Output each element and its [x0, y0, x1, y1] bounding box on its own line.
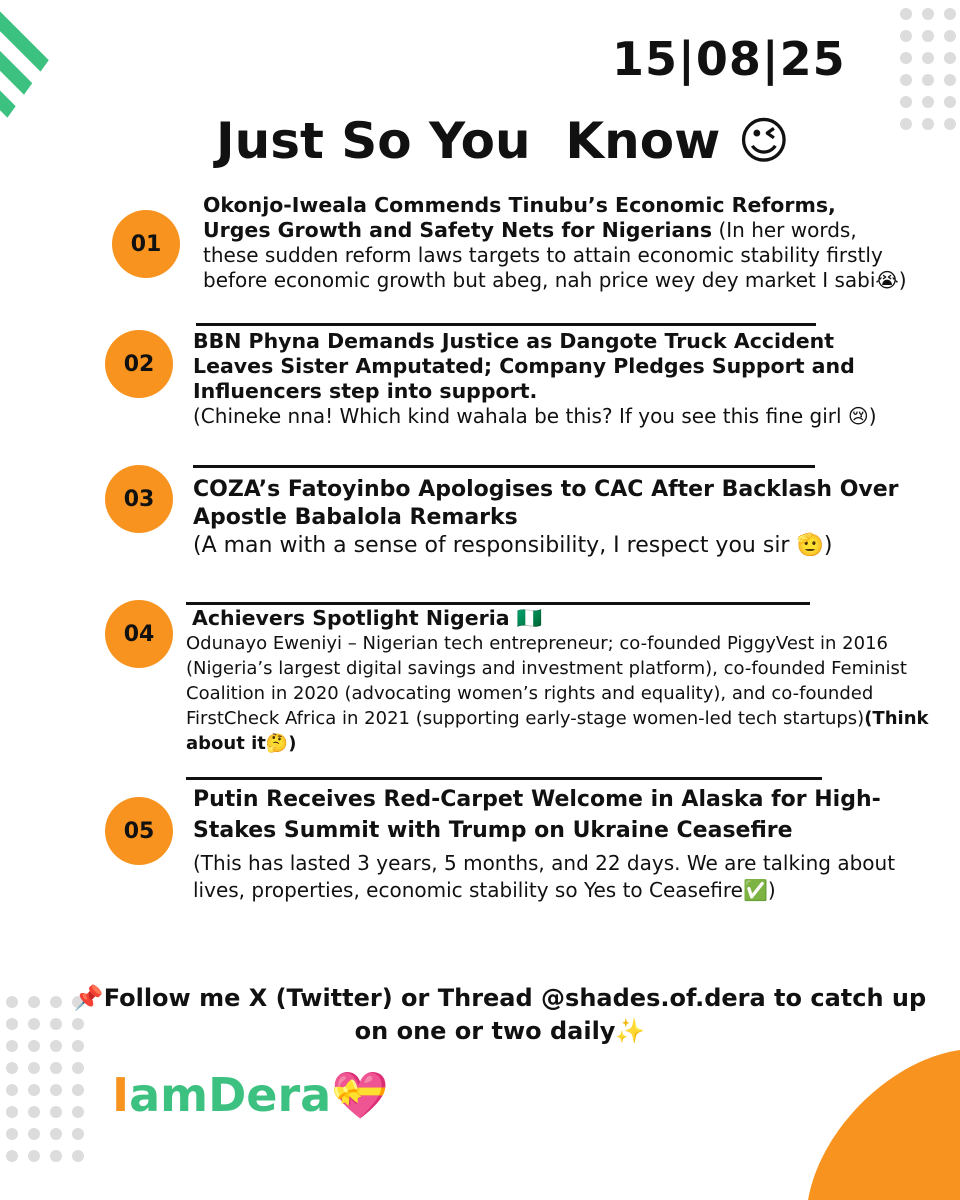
- decorative-dot: [72, 1150, 84, 1162]
- divider-line: [193, 465, 815, 468]
- decorative-dot: [28, 1062, 40, 1074]
- decorative-dot: [28, 1040, 40, 1052]
- news-item-4: [186, 606, 938, 756]
- green-stripes-decoration: [0, 0, 110, 130]
- news-item-3: [193, 476, 908, 560]
- decorative-dot: [944, 8, 956, 20]
- title-text: Just So You Know: [216, 112, 721, 170]
- item-headline: Putin Receives Red-Carpet Welcome in Alaska for High-Stakes Summit with Trump on Ukraine Ceasefire: [193, 787, 881, 843]
- item-number-badge: 05: [105, 797, 173, 865]
- item-headline: Achievers Spotlight Nigeria 🇳🇬: [192, 606, 543, 630]
- item-headline: COZA’s Fatoyinbo Apologises to CAC After Backlash Over Apostle Babalola Remarks: [193, 477, 899, 530]
- dot-grid-top-right: [900, 8, 956, 130]
- decorative-dot: [72, 1106, 84, 1118]
- item-number-badge: 03: [105, 465, 173, 533]
- item-comment: (A man with a sense of responsibility, I respect you sir 🫡): [193, 533, 833, 558]
- wink-emoji-icon: 😉: [737, 112, 790, 170]
- news-item-5: [193, 784, 913, 904]
- decorative-dot: [900, 52, 912, 64]
- decorative-dot: [6, 1150, 18, 1162]
- date-label: 15|08|25: [612, 32, 846, 86]
- decorative-dot: [50, 996, 62, 1008]
- decorative-dot: [50, 1128, 62, 1140]
- decorative-dot: [922, 96, 934, 108]
- decorative-dot: [6, 1106, 18, 1118]
- decorative-dot: [922, 118, 934, 130]
- decorative-dot: [922, 74, 934, 86]
- decorative-dot: [50, 1040, 62, 1052]
- item-number-badge: 04: [105, 600, 173, 668]
- decorative-dot: [6, 996, 18, 1008]
- decorative-dot: [922, 52, 934, 64]
- decorative-dot: [900, 118, 912, 130]
- decorative-dot: [922, 8, 934, 20]
- decorative-dot: [944, 52, 956, 64]
- item-number-badge: 02: [105, 330, 173, 398]
- decorative-dot: [922, 30, 934, 42]
- decorative-dot: [50, 1062, 62, 1074]
- news-item-1: [203, 193, 908, 293]
- signature-initial: I: [112, 1068, 130, 1122]
- page-title: [216, 112, 790, 170]
- decorative-dot: [28, 1106, 40, 1118]
- decorative-dot: [6, 1084, 18, 1096]
- decorative-dot: [900, 30, 912, 42]
- signature-name: amDera: [129, 1068, 332, 1122]
- decorative-dot: [6, 1062, 18, 1074]
- orange-corner-shape: [800, 1040, 960, 1200]
- decorative-dot: [944, 118, 956, 130]
- decorative-dot: [50, 1150, 62, 1162]
- decorative-dot: [50, 1106, 62, 1118]
- decorative-dot: [28, 1018, 40, 1030]
- item-comment: Odunayo Eweniyi – Nigerian tech entrepreneur; co-founded PiggyVest in 2016 (Nigeria’s largest digital savings and investment platform), co-founded Feminist Coalition in 2020 (advocating women’s rights and equality), and co-founded FirstCheck Africa in 2021 (supporting early-stage women-led tech startups): [186, 633, 907, 729]
- decorative-dot: [944, 30, 956, 42]
- decorative-dot: [50, 1018, 62, 1030]
- item-tail: (Think about it🤔): [186, 708, 929, 754]
- divider-line: [196, 323, 816, 326]
- decorative-dot: [28, 996, 40, 1008]
- divider-line: [186, 602, 810, 605]
- decorative-dot: [944, 74, 956, 86]
- decorative-dot: [72, 1128, 84, 1140]
- decorative-dot: [72, 1084, 84, 1096]
- item-number-badge: 01: [112, 210, 180, 278]
- item-headline: Okonjo-Iweala Commends Tinubu’s Economic Reforms, Urges Growth and Safety Nets for Nigerians: [203, 193, 836, 242]
- item-headline: BBN Phyna Demands Justice as Dangote Truck Accident Leaves Sister Amputated; Company Pledges Support and Influencers step into support.: [193, 329, 855, 403]
- decorative-dot: [50, 1084, 62, 1096]
- decorative-dot: [900, 74, 912, 86]
- divider-line: [186, 777, 822, 780]
- decorative-dot: [6, 1018, 18, 1030]
- decorative-dot: [28, 1128, 40, 1140]
- item-comment: (Chineke nna! Which kind wahala be this? If you see this fine girl 😢): [193, 404, 877, 428]
- heart-gift-icon: 💝: [331, 1068, 389, 1122]
- follow-me-text: 📌Follow me X (Twitter) or Thread @shades.of.dera to catch up on one or two daily✨: [73, 984, 927, 1045]
- item-comment: (This has lasted 3 years, 5 months, and 22 days. We are talking about lives, properties, economic stability so Yes to Ceasefire✅): [193, 851, 896, 902]
- decorative-dot: [6, 1128, 18, 1140]
- signature-logo: [112, 1068, 389, 1123]
- decorative-dot: [28, 1150, 40, 1162]
- decorative-dot: [900, 96, 912, 108]
- decorative-dot: [72, 1062, 84, 1074]
- decorative-dot: [900, 8, 912, 20]
- decorative-dot: [6, 1040, 18, 1052]
- news-item-2: [193, 329, 908, 429]
- item-comment: (In her words, these sudden reform laws targets to attain economic stability firstly before economic growth but abeg, nah price wey dey market I sabi😭): [203, 218, 907, 292]
- decorative-dot: [944, 96, 956, 108]
- decorative-dot: [28, 1084, 40, 1096]
